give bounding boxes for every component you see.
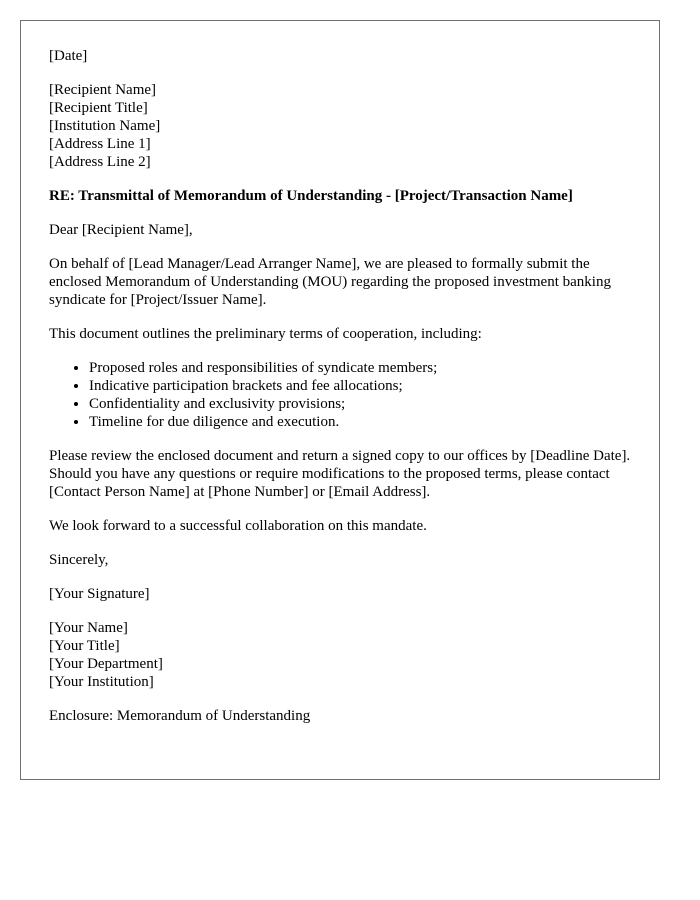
salutation: Dear [Recipient Name], — [49, 222, 193, 238]
letter-date: [Date] — [49, 48, 88, 64]
recipient-title: [Recipient Title] — [49, 100, 148, 116]
terms-list-item: • Proposed roles and responsibilities of syndicate members; — [89, 359, 639, 377]
signature-placeholder: [Your Signature] — [49, 586, 150, 602]
letter-body — [49, 47, 639, 741]
recipient-institution: [Institution Name] — [49, 118, 161, 134]
terms-list-item: • Confidentiality and exclusivity provisions; — [89, 395, 639, 413]
subject-line: RE: Transmittal of Memorandum of Understanding - [Project/Transaction Name] — [49, 188, 573, 204]
sender-block — [49, 619, 639, 691]
intro-paragraph: On behalf of [Lead Manager/Lead Arranger Name], we are pleased to formally submit the enclosed Memorandum of Understanding (MOU) regarding the proposed investment banking syndicate for [Project/Issuer Name]. — [49, 256, 611, 308]
terms-list — [49, 359, 639, 431]
terms-lead-in: This document outlines the preliminary terms of cooperation, including: — [49, 326, 482, 342]
request-paragraph: Please review the enclosed document and return a signed copy to our offices by [Deadline Date]. Should you have any questions or require modifications to the proposed terms, please contact [Contact Person Name] at [Phone Number] or [Email Address]. — [49, 448, 631, 500]
recipient-name: [Recipient Name] — [49, 82, 157, 98]
recipient-address-block — [49, 81, 639, 171]
sender-name: [Your Name] — [49, 620, 128, 636]
sign-off: Sincerely, — [49, 552, 109, 568]
recipient-address-line-2: [Address Line 2] — [49, 154, 151, 170]
terms-list-item: • Indicative participation brackets and fee allocations; — [89, 377, 639, 395]
recipient-address-line-1: [Address Line 1] — [49, 136, 151, 152]
sender-department: [Your Department] — [49, 656, 163, 672]
enclosure-note: Enclosure: Memorandum of Understanding — [49, 708, 311, 724]
terms-list-item: • Timeline for due diligence and execution. — [89, 413, 639, 431]
closing-remark: We look forward to a successful collaboration on this mandate. — [49, 518, 427, 534]
sender-institution: [Your Institution] — [49, 674, 154, 690]
sender-title: [Your Title] — [49, 638, 120, 654]
